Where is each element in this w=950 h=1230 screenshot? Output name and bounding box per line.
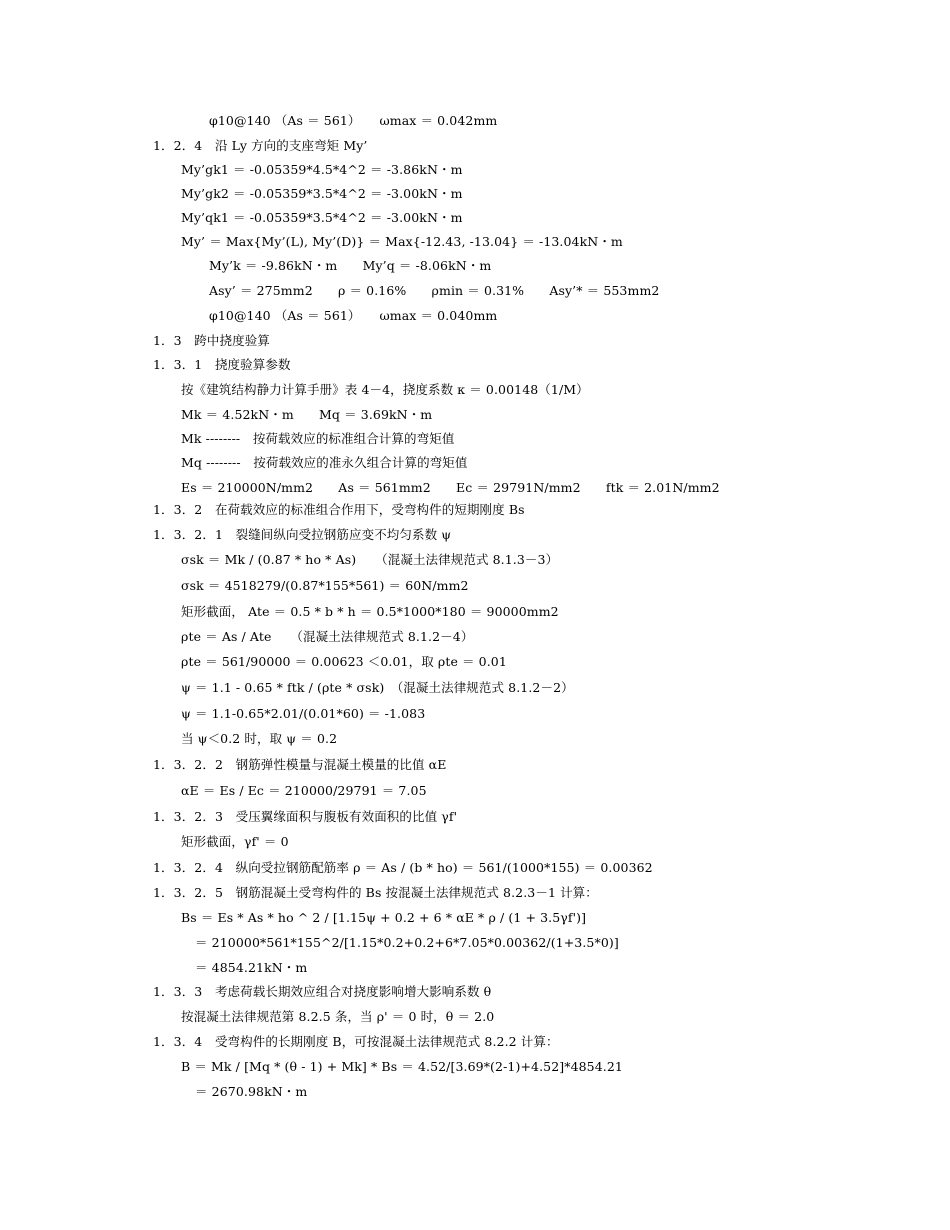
text-line: ψ ＝ 1.1-0.65*2.01/(0.01*60) ＝ -1.083 xyxy=(181,706,426,721)
section-heading: 1．3．2．1 裂缝间纵向受拉钢筋应变不均匀系数 ψ xyxy=(153,527,452,542)
text-line: 按《建筑结构静力计算手册》表 4－4，挠度系数 κ ＝ 0.00148（1/M） xyxy=(181,382,589,397)
text-line: φ10@140 （As ＝ 561） ωmax ＝ 0.042mm xyxy=(209,113,498,128)
section-heading: 1．2．4 沿 Ly 方向的支座弯矩 My’ xyxy=(153,138,368,153)
text-line: ＝ 4854.21kN・m xyxy=(195,960,308,975)
text-line: Es ＝ 210000N/mm2 As ＝ 561mm2 Ec ＝ 29791N/mm2 ftk ＝ 2.01N/mm2 xyxy=(181,480,720,495)
section-heading: 1．3．2．2 钢筋弹性模量与混凝土模量的比值 αE xyxy=(153,757,447,772)
text-line: Bs ＝ Es * As * ho ^ 2 / [1.15ψ + 0.2 + 6 * αE * ρ / (1 + 3.5γf')] xyxy=(181,910,587,925)
text-line: 当 ψ＜0.2 时，取 ψ ＝ 0.2 xyxy=(181,731,338,746)
section-heading: 1．3．2．5 钢筋混凝土受弯构件的 Bs 按混凝土法律规范式 8.2.3－1 计算： xyxy=(153,885,598,900)
text-line: ρte ＝ 561/90000 ＝ 0.00623 ＜0.01，取 ρte ＝ 0.01 xyxy=(181,654,507,669)
text-line: My’ ＝ Max{My’(L), My’(D)} ＝ Max{-12.43, -13.04} ＝ -13.04kN・m xyxy=(181,234,623,249)
section-heading: 1．3．3 考虑荷载长期效应组合对挠度影响增大影响系数 θ xyxy=(153,984,492,999)
text-line: 矩形截面， Ate ＝ 0.5 * b * h ＝ 0.5*1000*180 ＝ 90000mm2 xyxy=(181,604,559,619)
text-line: ＝ 2670.98kN・m xyxy=(195,1084,308,1099)
text-line: σsk ＝ 4518279/(0.87*155*561) ＝ 60N/mm2 xyxy=(181,578,469,593)
text-line: 按混凝土法律规范第 8.2.5 条，当 ρ' ＝ 0 时，θ ＝ 2.0 xyxy=(181,1009,495,1024)
text-line: 矩形截面，γf' ＝ 0 xyxy=(181,834,289,849)
text-line: My’qk1 ＝ -0.05359*3.5*4^2 ＝ -3.00kN・m xyxy=(181,210,463,225)
text-line: σsk ＝ Mk / (0.87 * ho * As) （混凝土法律规范式 8.1.3－3） xyxy=(181,552,559,567)
section-heading: 1．3．2 在荷载效应的标准组合作用下，受弯构件的短期刚度 Bs xyxy=(153,502,525,517)
section-heading: 1．3．2．3 受压翼缘面积与腹板有效面积的比值 γf' xyxy=(153,809,458,824)
text-line: ψ ＝ 1.1 - 0.65 * ftk / (ρte * σsk) （混凝土法律规范式 8.1.2－2） xyxy=(181,680,574,695)
text-line: ＝ 210000*561*155^2/[1.15*0.2+0.2+6*7.05*0.00362/(1+3.5*0)] xyxy=(195,935,619,950)
section-heading: 1．3 跨中挠度验算 xyxy=(153,333,270,348)
section-heading: 1．3．2．4 纵向受拉钢筋配筋率 ρ ＝ As / (b * ho) ＝ 561/(1000*155) ＝ 0.00362 xyxy=(153,860,653,875)
text-line: Mk ＝ 4.52kN・m Mq ＝ 3.69kN・m xyxy=(181,407,433,422)
section-heading: 1．3．4 受弯构件的长期刚度 B，可按混凝土法律规范式 8.2.2 计算： xyxy=(153,1034,559,1049)
text-line: ρte ＝ As / Ate （混凝土法律规范式 8.1.2－4） xyxy=(181,629,474,644)
text-line: My’k ＝ -9.86kN・m My’q ＝ -8.06kN・m xyxy=(209,258,492,273)
text-line: Mk -------- 按荷载效应的标准组合计算的弯矩值 xyxy=(181,431,455,446)
text-line: Asy’ ＝ 275mm2 ρ ＝ 0.16% ρmin ＝ 0.31% Asy’* ＝ 553mm2 xyxy=(209,283,660,298)
text-line: φ10@140 （As ＝ 561） ωmax ＝ 0.040mm xyxy=(209,308,498,323)
text-line: My’gk2 ＝ -0.05359*3.5*4^2 ＝ -3.00kN・m xyxy=(181,186,463,201)
text-line: B ＝ Mk / [Mq * (θ - 1) + Mk] * Bs ＝ 4.52/[3.69*(2-1)+4.52]*4854.21 xyxy=(181,1059,623,1074)
text-line: Mq -------- 按荷载效应的准永久组合计算的弯矩值 xyxy=(181,455,468,470)
text-line: αE ＝ Es / Ec ＝ 210000/29791 ＝ 7.05 xyxy=(181,783,427,798)
section-heading: 1．3．1 挠度验算参数 xyxy=(153,357,291,372)
text-line: My’gk1 ＝ -0.05359*4.5*4^2 ＝ -3.86kN・m xyxy=(181,162,463,177)
